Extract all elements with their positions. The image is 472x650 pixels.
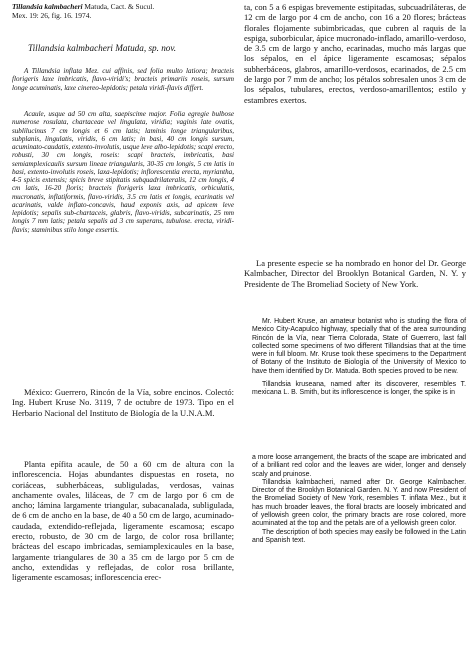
dedication xyxy=(244,258,466,289)
citation-line-2: Mex. 19: 26, fig. 16. 1974. xyxy=(12,10,92,20)
spanish-description xyxy=(12,459,234,583)
citation-species: Tillandsia kalmbacheri xyxy=(12,2,83,11)
spanish-description-text: Planta epífita acaule, de 50 a 60 cm de altura con la inflorescencia. Hojas abundantes dispuestas en roseta, no coriáceas, subherbáceas, subliguladas, verdosas, vainas anchamente ovales, liláceas, de 7 cm de largo por 6 cm de ancho; lámina largamente triangular, subacanalada, subligulada, de 6 cm de ancho en la base, de 40 a 50 cm de largo, acuminado-caudada, extendido-reflejada, ligeramente escamosa; escapo erecto, robusto, de 30 cm de largo, de color rosa brillante; brácteas del escapo imbricadas, semiamplexicaules en la base, largamente triangulares de 30 a 35 cm de largo por 5 cm de ancho, extendidas y reflejadas, de color rosa brillante, ligeramente escamosas; inflorescencia erec- xyxy=(12,459,234,583)
latin-paragraph-1: A Tillandsia inflata Mez. cui affinis, sed folia multo latiora; bracteis florigeris laxe imbricatis, flavo-viridi's; bracteis primariis roseis, sursum longe acuminatis, laxe cinereo-lepidotis; petala viridi-flavis differt. xyxy=(12,67,234,92)
species-heading: Tillandsia kalmbacheri Matuda, sp. nov. xyxy=(28,43,177,53)
citation xyxy=(12,3,232,20)
english-paragraph-3: a more loose arrangement, the bracts of the scape are imbricated and of a brilliant red color and the leaves are wider, longer and densely scaly and pruinose. xyxy=(252,454,466,478)
english-summary xyxy=(252,318,466,398)
english-paragraph-4: Tillandsia kalmbacheri, named after Dr. George Kalmbacher. Director of the Brooklyn Botanical Garden. N. Y. and now President of the Bromeliad Society of New York, resembles T. inflata Mez., but it has much broader leaves, the floral bracts are loosely imbricated and of yellowish green color, the primary bracts are rose colored, more acuminated at the top and the petals are of a yellowish green color. xyxy=(252,478,466,528)
english-paragraph-2: Tillandsia kruseana, named after its discoverer, resembles T. mexicana L. B. Smith, but its inflorescence is longer, the spike is in xyxy=(252,381,466,397)
spanish-description-continued xyxy=(244,2,466,105)
type-locality xyxy=(12,387,234,418)
citation-journal: Matuda, Cact. & Sucul. xyxy=(82,2,155,11)
english-summary-continued xyxy=(252,454,466,545)
spanish-continued-text: ta, con 5 a 6 espigas brevemente estipitadas, subcuadriláteras, de 12 cm de largo por 4 cm de ancho, con 16 a 20 flores; brácteas florales flojamente subimbricadas, que cubren al raquis de la espiga, suborbicular, ápice mucronado-inflado, amarillo-verdoso, de 3.5 cm de largo y ancho, ecarinadas, mucho más largas que los sépalos, en el ápice ligeramente escamosas; sépalos subherbáceos, glabros, amarillo-verdosos, ecarinados, de 2.5 cm de largo por 7 mm de ancho; los pétalos sobresalen unos 3 cm de los sépalos, tubulares, erectos, verdoso-amarillentos; estilo y estambres exertos. xyxy=(244,2,467,105)
dedication-text: La presente especie se ha nombrado en honor del Dr. George Kalmbacher, Director del Brooklyn Botanical Garden, N. Y. y Presidente de The Bromeliad Society of New York. xyxy=(244,258,466,289)
latin-paragraph-2: Acaule, usque ad 50 cm alta, saepiscime major. Folia egregie bulbose numerose rosulata, chartaceae vel lingulata, viridia; vaginis late ovatis, sublilucinus 7 cm longis et 6 cm latis; laminis longe triangularibus, subplanis, lingulatis, viridis, 6 cm latis; in basi, 40 cm longis sursum, acuminato-caudatis, extento-involutis, usque leve albo-lepidotis; scapi erecto, robusti, 30 cm longis, roseis: scapi bracteis, imbricatis, basi semiamplexicaulis sursum lineae triangularis, 30-35 cm longis, 5 cm latis in basi, extento-involutis roseis, laxa-lepidotis; inflorescentia erecta, myriantha, 4-5 spicis extensis; spicis breve stipitatis subquadrilateralis, 12 cm longis, 4 cm latis, 16-20 floris; bracteis florigeris laxa imbricatis, orbiculatis, mucronatis, inflatiformis, flavo-viridis, 3.5 cm latis et longis, ecarinatis vel acarinatis, valde inflato-concavis, haud exponis axis, ad apicem leve lepidotis; sepalis sub-chartaceis, glabris, flavo-viridis, subcarinatis, 25 mm longis 7 mm latis; petala sepalis ad 3 cm superans, tubulose. erecta, viridi-flavis; staminibus stilo longe exsertis. xyxy=(12,110,234,234)
latin-diagnosis xyxy=(12,67,234,92)
latin-description xyxy=(12,110,234,234)
type-locality-text: México: Guerrero, Rincón de la Vía, sobre encinos. Colectó: Ing. Hubert Kruse No. 3119, 7 de octubre de 1973. Tipo en el Herbario Nacional del Instituto de Biología de la U.N.A.M. xyxy=(12,387,234,418)
english-paragraph-5: The description of both species may easily be followed in the Latin and Spanish text. xyxy=(252,528,466,544)
english-paragraph-1: Mr. Hubert Kruse, an amateur botanist who is studing the flora of Mexico City-Acapulco highway, specially that of the area surrounding Rincón de la Vía, near Tierra Colorada, State of Guerrero, last fall collected some specimens of two different Tillandsias that at the time were in full bloom. Mr. Kruse took these specimens to the Department of Botany of the Instituto de Biología of the University of Mexico to have them identified by Dr. Matuda. Both species proved to be new. xyxy=(252,318,466,375)
